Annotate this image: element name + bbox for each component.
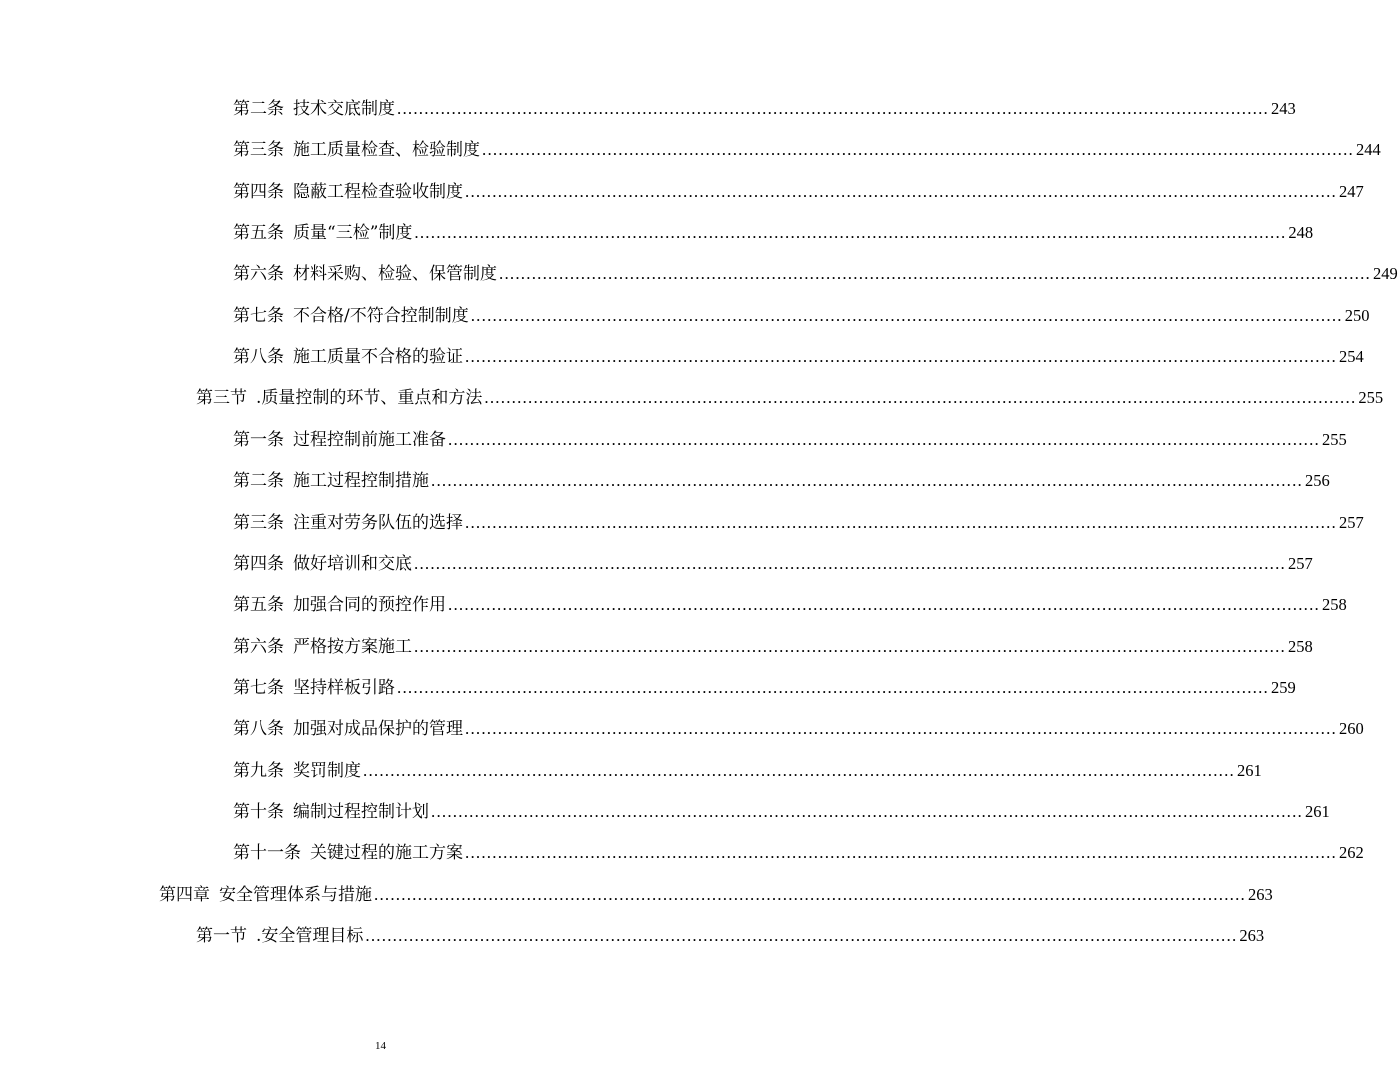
page-number: 14 <box>375 1040 386 1052</box>
toc-entry[interactable] <box>233 428 1347 452</box>
toc-entry[interactable] <box>233 138 1381 162</box>
toc-entry-title: 严格按方案施工 <box>293 636 412 657</box>
toc-entry-number: 第四条 <box>233 553 284 574</box>
toc-entry-page: 244 <box>1356 140 1381 160</box>
toc-entry-page: 258 <box>1288 636 1313 656</box>
toc-entry-number: 第六条 <box>233 636 284 657</box>
toc-entry-number: 第十条 <box>233 801 284 822</box>
toc-entry-title: 施工质量不合格的验证 <box>293 347 463 368</box>
toc-entry-page: 261 <box>1237 760 1262 780</box>
toc-entry[interactable] <box>233 304 1370 328</box>
toc-entry-number: 第三节 <box>196 388 247 409</box>
toc-entry-page: 250 <box>1344 305 1370 325</box>
toc-entry-page: 249 <box>1373 264 1398 284</box>
dot-leader: ................................................................................................................................................................ <box>365 926 1238 945</box>
toc-entry-title: 坚持样板引路 <box>293 677 395 698</box>
dot-leader: ................................................................................................................................................................ <box>431 801 1303 821</box>
toc-entry-number: 第四章 <box>159 884 210 905</box>
toc-entry-page: 254 <box>1339 347 1364 367</box>
toc-entry-title: 编制过程控制计划 <box>293 801 429 822</box>
toc-entry-number: 第六条 <box>233 264 284 285</box>
toc-entry-page: 257 <box>1288 553 1313 573</box>
dot-leader: ................................................................................................................................................................ <box>465 719 1337 739</box>
toc-entry[interactable] <box>233 221 1314 245</box>
toc-entry[interactable] <box>233 593 1347 617</box>
toc-entry-number: 第二条 <box>233 471 284 492</box>
dot-leader: ................................................................................................................................................................ <box>484 388 1357 408</box>
toc-entry[interactable] <box>233 97 1296 121</box>
toc-entry-title: .安全管理目标 <box>256 926 364 946</box>
dot-leader: ................................................................................................................................................................ <box>414 223 1287 243</box>
dot-leader: ................................................................................................................................................................ <box>465 512 1337 532</box>
toc-entry-title: 加强合同的预控作用 <box>293 595 446 616</box>
dot-leader: ................................................................................................................................................................ <box>499 264 1371 284</box>
toc-entry-page: 260 <box>1339 719 1364 739</box>
toc-entry[interactable] <box>159 883 1273 907</box>
toc-entry-title: 不合格/不符合控制制度 <box>293 305 469 326</box>
toc-entry-title: 材料采购、检验、保管制度 <box>293 264 497 285</box>
toc-entry-title: 安全管理体系与措施 <box>219 884 372 905</box>
dot-leader: ................................................................................................................................................................ <box>465 843 1337 863</box>
toc-entry-page: 243 <box>1271 99 1296 118</box>
dot-leader: ................................................................................................................................................................ <box>397 99 1269 118</box>
toc-entry-title: 加强对成品保护的管理 <box>293 719 463 740</box>
toc-entry-title: 技术交底制度 <box>293 99 395 119</box>
toc-entry[interactable] <box>233 717 1364 741</box>
toc-entry-page: 256 <box>1305 471 1330 491</box>
toc-entry-page: 248 <box>1288 223 1314 243</box>
toc-entry-page: 257 <box>1339 512 1364 532</box>
dot-leader: ................................................................................................................................................................ <box>482 140 1354 160</box>
dot-leader: ................................................................................................................................................................ <box>363 760 1235 780</box>
toc-entry-number: 第一节 <box>196 926 247 946</box>
toc-entry[interactable] <box>233 511 1364 535</box>
toc-entry-page: 263 <box>1248 884 1273 904</box>
toc-entry-title: .质量控制的环节、重点和方法 <box>256 388 483 409</box>
toc-entry[interactable] <box>233 262 1398 286</box>
toc-entry-title: 关键过程的施工方案 <box>310 843 463 864</box>
dot-leader: ................................................................................................................................................................ <box>448 429 1320 449</box>
toc-entry[interactable] <box>233 552 1313 576</box>
toc-entry-title: 做好培训和交底 <box>293 553 412 574</box>
toc-entry-number: 第四条 <box>233 181 284 202</box>
dot-leader: ................................................................................................................................................................ <box>470 305 1343 325</box>
toc-entry-number: 第十一条 <box>233 843 301 864</box>
dot-leader: ................................................................................................................................................................ <box>374 884 1246 904</box>
toc-entry-page: 255 <box>1322 429 1347 449</box>
toc-entry[interactable] <box>233 759 1262 783</box>
toc-entry-number: 第三条 <box>233 140 284 161</box>
toc-entry-number: 第二条 <box>233 99 284 119</box>
toc-entry-title: 施工质量检查、检验制度 <box>293 140 480 161</box>
toc-entry[interactable] <box>233 345 1364 369</box>
toc-entry[interactable] <box>233 676 1296 700</box>
toc-entry-page: 261 <box>1305 801 1330 821</box>
dot-leader: ................................................................................................................................................................ <box>414 553 1286 573</box>
toc-entry-number: 第七条 <box>233 305 284 326</box>
toc-entry-title: 过程控制前施工准备 <box>293 429 446 450</box>
toc-entry-page: 262 <box>1339 843 1364 863</box>
toc-entry-number: 第八条 <box>233 347 284 368</box>
toc-entry-number: 第五条 <box>233 595 284 616</box>
toc-entry-title: 质量“三检”制度 <box>293 223 413 244</box>
toc-entry-title: 注重对劳务队伍的选择 <box>293 512 463 533</box>
toc-entry-number: 第五条 <box>233 223 284 244</box>
toc-entry[interactable] <box>196 386 1384 410</box>
toc-entry[interactable] <box>233 469 1330 493</box>
dot-leader: ................................................................................................................................................................ <box>414 636 1286 656</box>
toc-entry-number: 第八条 <box>233 719 284 740</box>
dot-leader: ................................................................................................................................................................ <box>465 347 1337 367</box>
toc-entry-page: 255 <box>1358 388 1384 408</box>
toc-entry[interactable] <box>233 841 1364 865</box>
toc-entry[interactable] <box>233 180 1364 204</box>
toc-entry-title: 隐蔽工程检查验收制度 <box>293 181 463 202</box>
toc-entry-title: 奖罚制度 <box>293 760 361 781</box>
toc-entry-number: 第一条 <box>233 429 284 450</box>
toc-entry-number: 第九条 <box>233 760 284 781</box>
toc-entry[interactable] <box>233 800 1330 824</box>
toc-entry-number: 第七条 <box>233 677 284 698</box>
toc-entry[interactable] <box>196 924 1265 948</box>
toc-entry[interactable] <box>233 635 1313 659</box>
toc-entry-page: 259 <box>1271 677 1296 697</box>
toc-entry-page: 258 <box>1322 595 1347 615</box>
toc-entry-page: 247 <box>1339 181 1364 201</box>
toc-entry-title: 施工过程控制措施 <box>293 471 429 492</box>
dot-leader: ................................................................................................................................................................ <box>431 471 1303 491</box>
dot-leader: ................................................................................................................................................................ <box>465 181 1337 201</box>
toc-entry-page: 263 <box>1239 926 1265 945</box>
toc-entry-number: 第三条 <box>233 512 284 533</box>
dot-leader: ................................................................................................................................................................ <box>397 677 1269 697</box>
dot-leader: ................................................................................................................................................................ <box>448 595 1320 615</box>
